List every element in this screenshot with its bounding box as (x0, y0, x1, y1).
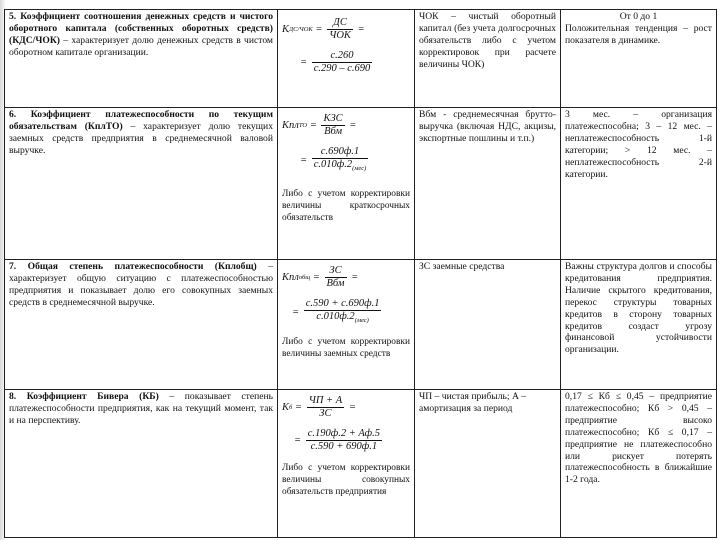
indicator-formula: Кпл ТО = $\frac{\text{КЗС}}{\text{Вбм}}$ = = $\frac{с.690ф.1}{с.010ф.2_{(мес)}}$ Либо с учетом корректировки величины краткосрочных обязательств (278, 108, 415, 260)
indicator-title: 5. Коэффициент соотношения денежных средств и чистого оборотного капитала (собственных оборотных средств) (9, 11, 273, 34)
formula-lhs: К (282, 401, 289, 413)
formula-denominator-sub: (мес) (352, 165, 367, 173)
formula-note: Либо с учетом корректировки величины краткосрочных обязательств (282, 189, 410, 223)
indicator-description (5, 10, 278, 108)
formula-denominator: ЧОК (329, 30, 351, 41)
indicator-formula: К б = $\frac{ЧП + А}{ЗС}$ = = $\frac{с.190ф.2 + Аф.5}{с.590 + 690ф.1}$ Либо с учетом корректировки величины совокупных обязательств предприятия (278, 390, 415, 538)
formula-numerator: КЗС (323, 113, 343, 124)
indicator-notes: ЧОК – чистый оборотный капитал (без учета долгосрочных обязательств либо с учетом корректировок при расчете величины ЧОК) (415, 10, 561, 108)
formula-lhs: Кпл (282, 271, 299, 283)
indicator-norm: 0,17 ≤ Кб ≤ 0,45 – предприятие платежеспособно; Кб > 0,45 – предприятие высоко платежеспособно; Кб ≤ 0,17 – предприятие не платежеспособно или рискует потерять платежеспособность в ближайшие 1-2 года. (561, 390, 717, 538)
indicator-abbr: (Кплобщ) (214, 261, 257, 272)
indicator-text: – характеризует долю текущих заемных средств предприятия в среднемесячной валовой выручке. (9, 120, 273, 156)
formula-denominator-lines: с.590 + 690ф.1 (310, 441, 378, 452)
formula-lhs: Кпл (282, 119, 299, 131)
indicators-table (4, 9, 717, 538)
formula-denominator-lines: $с.010ф.2_{(мес)}$ (316, 311, 369, 325)
indicator-notes: ЗС заемные средства (415, 260, 561, 390)
formula-lhs-sub: общ (298, 273, 311, 281)
table-row (5, 260, 717, 390)
formula-note: Либо с учетом корректировки величины заемных средств (282, 337, 410, 359)
formula-denominator-lines: с.290 – с.690 (313, 63, 371, 74)
formula-denominator-lines: $с.010ф.2_{(мес)}$ (313, 159, 367, 173)
formula-numerator-lines: с.590 + с.690ф.1 (305, 298, 380, 309)
formula-note: Либо с учетом корректировки величины совокупных обязательств предприятия (282, 463, 410, 497)
formula-denominator: Вбм (326, 278, 345, 289)
indicator-title: 6. Коэффициент платежеспособности по текущим обязательствам (9, 109, 273, 132)
indicator-text: – показывает степень платежеспособности предприятия, как на текущий момент, так и на перспективу. (9, 391, 273, 426)
formula-numerator: ЗС (325, 265, 347, 278)
table-row (5, 390, 717, 538)
norm-range: От 0 до 1 (619, 11, 658, 22)
indicator-description (5, 108, 278, 260)
formula-numerator-lines: с.260 (312, 50, 373, 63)
norm-text: Положительная тенденция – рост показателя в динамике. (565, 22, 712, 46)
indicator-formula: Кпл общ = $\frac{ЗС}{\text{Вбм}}$ = = $\frac{с.590 + с.690ф.1}{с.010ф.2_{(мес)}}$ Либо с учетом корректировки величины заемных средств (278, 260, 415, 390)
indicator-text: – характеризует общую ситуацию с платежеспособностью предприятия и показывает долю его совокупных заемных средств в среднемесячной выручке. (9, 261, 273, 308)
indicator-notes: Вбм - среднемесячная брутто-выручка (включая НДС, акцизы, экспортные пошлины и т.п.) (415, 108, 561, 260)
indicator-abbr: (КБ) (139, 391, 159, 402)
indicator-title: 7. Общая степень платежеспособности (9, 261, 204, 272)
formula-numerator: ЧП + А (308, 395, 343, 406)
table-row (5, 108, 717, 260)
indicator-norm: Важны структура долгов и способы кредитования предприятия. Наличие скрытого кредитования, перекос структуры товарных кредитов в сторону товарных кредитов создаст угрозу финансовой устойчивости организации. (561, 260, 717, 390)
formula-denominator: ЗС (319, 408, 332, 419)
indicator-abbr: (КплТО) (84, 120, 123, 132)
formula-lhs-sub: ДС/ЧОК (288, 25, 313, 33)
formula-numerator: ДС (327, 17, 353, 30)
formula-denominator: Вбм (324, 126, 343, 137)
indicator-norm: 3 мес. – организация платежеспособна; 3 – 12 мес. – неплатежеспособность 1-й категории; > 12 мес. – неплатежеспособность 2-й категории. (561, 108, 717, 260)
formula-lhs-sub: б (288, 403, 293, 411)
indicator-description (5, 260, 278, 390)
indicator-formula: К ДС/ЧОК = $\frac{ДС}{\text{ЧОК}}$ = = $\frac{с.260}{с.290 - с.690}$ (278, 10, 415, 108)
indicator-text: – характеризует долю денежных средств в чистом оборотном капитале организации. (9, 34, 274, 58)
indicator-abbr: (КДС/ЧОК) (9, 34, 60, 46)
indicator-title: 8. Коэффициент Бивера (9, 391, 129, 402)
indicator-norm (561, 10, 717, 108)
indicator-description (5, 390, 278, 538)
formula-lhs-sub: ТО (298, 121, 308, 129)
formula-numerator-lines: с.690ф.1 (312, 146, 369, 159)
formula-denominator-sub: (мес) (354, 317, 369, 325)
table-row (5, 10, 717, 108)
indicator-notes: ЧП – чистая прибыль; А – амортизация за период (415, 390, 561, 538)
formula-lhs: К (282, 23, 289, 35)
formula-numerator-lines: с.190ф.2 + Аф.5 (307, 428, 381, 439)
